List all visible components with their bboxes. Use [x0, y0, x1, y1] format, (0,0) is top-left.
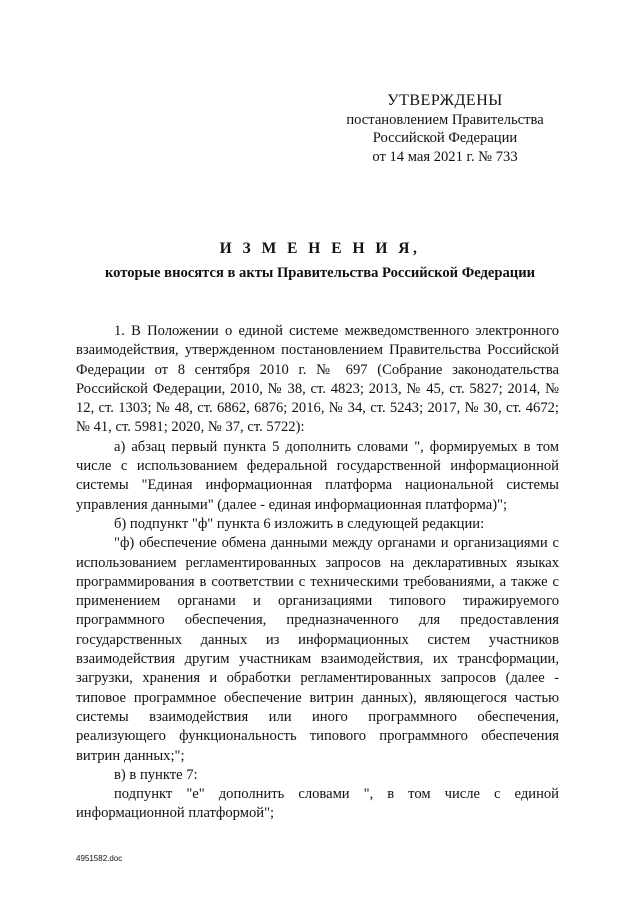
approval-title: УТВЕРЖДЕНЫ	[387, 92, 503, 109]
document-subtitle: которые вносятся в акты Правительства Российской Федерации	[104, 265, 536, 281]
document-title: И З М Е Н Е Н И Я,	[219, 240, 421, 257]
footer-doc-id: 4951582.doc	[76, 854, 123, 863]
paragraph-v: в) в пункте 7:	[114, 766, 198, 783]
paragraph-a: а) абзац первый пункта 5 дополнить словами ", формируемых в том числе с использованием федеральной государственной информационной системы "Единая информационная платформа национальной системы управления данными" (далее - единая информационная платформа)";	[76, 438, 559, 513]
document-body	[76, 322, 559, 824]
approval-line-1: постановлением Правительства	[346, 111, 544, 128]
approval-line-3: от 14 мая 2021 г. № 733	[372, 148, 518, 165]
paragraph-e: подпункт "е" дополнить словами ", в том числе с единой информационной платформой";	[76, 786, 559, 822]
paragraph-b: б) подпункт "ф" пункта 6 изложить в следующей редакции:	[114, 515, 485, 532]
approval-stamp	[330, 92, 560, 166]
paragraph-1: 1. В Положении о единой системе межведомственного электронного взаимодействия, утвержденном постановлением Правительства Российской Федерации от 8 сентября 2010 г. № 697 (Собрание законодательства Российской Федерации, 2010, № 38, ст. 4823; 2013, № 45, ст. 5827; 2014, № 12, ст. 1303; № 48, ст. 6862, 6876; 2016, № 34, ст. 5243; 2017, № 30, ст. 4672; № 41, ст. 5981; 2020, № 37, ст. 5722):	[76, 323, 559, 436]
paragraph-f: "ф) обеспечение обмена данными между органами и организациями с использованием регламентированных запросов на декларативных языках программирования в соответствии с техническими требованиями, а также с применением органами и организациями типового тиражируемого программного обеспечения, предназначенного для предоставления государственных данных из информационных систем участников взаимодействия другим участникам взаимодействия, их трансформации, загрузки, хранения и обработки регламентированных запросов (далее - типовое программное обеспечение витрин данных), являющегося частью системы взаимодействия или иного программного обеспечения, реализующего функциональность типового программного обеспечения витрин данных;";	[76, 535, 559, 764]
approval-line-2: Российской Федерации	[372, 130, 518, 146]
